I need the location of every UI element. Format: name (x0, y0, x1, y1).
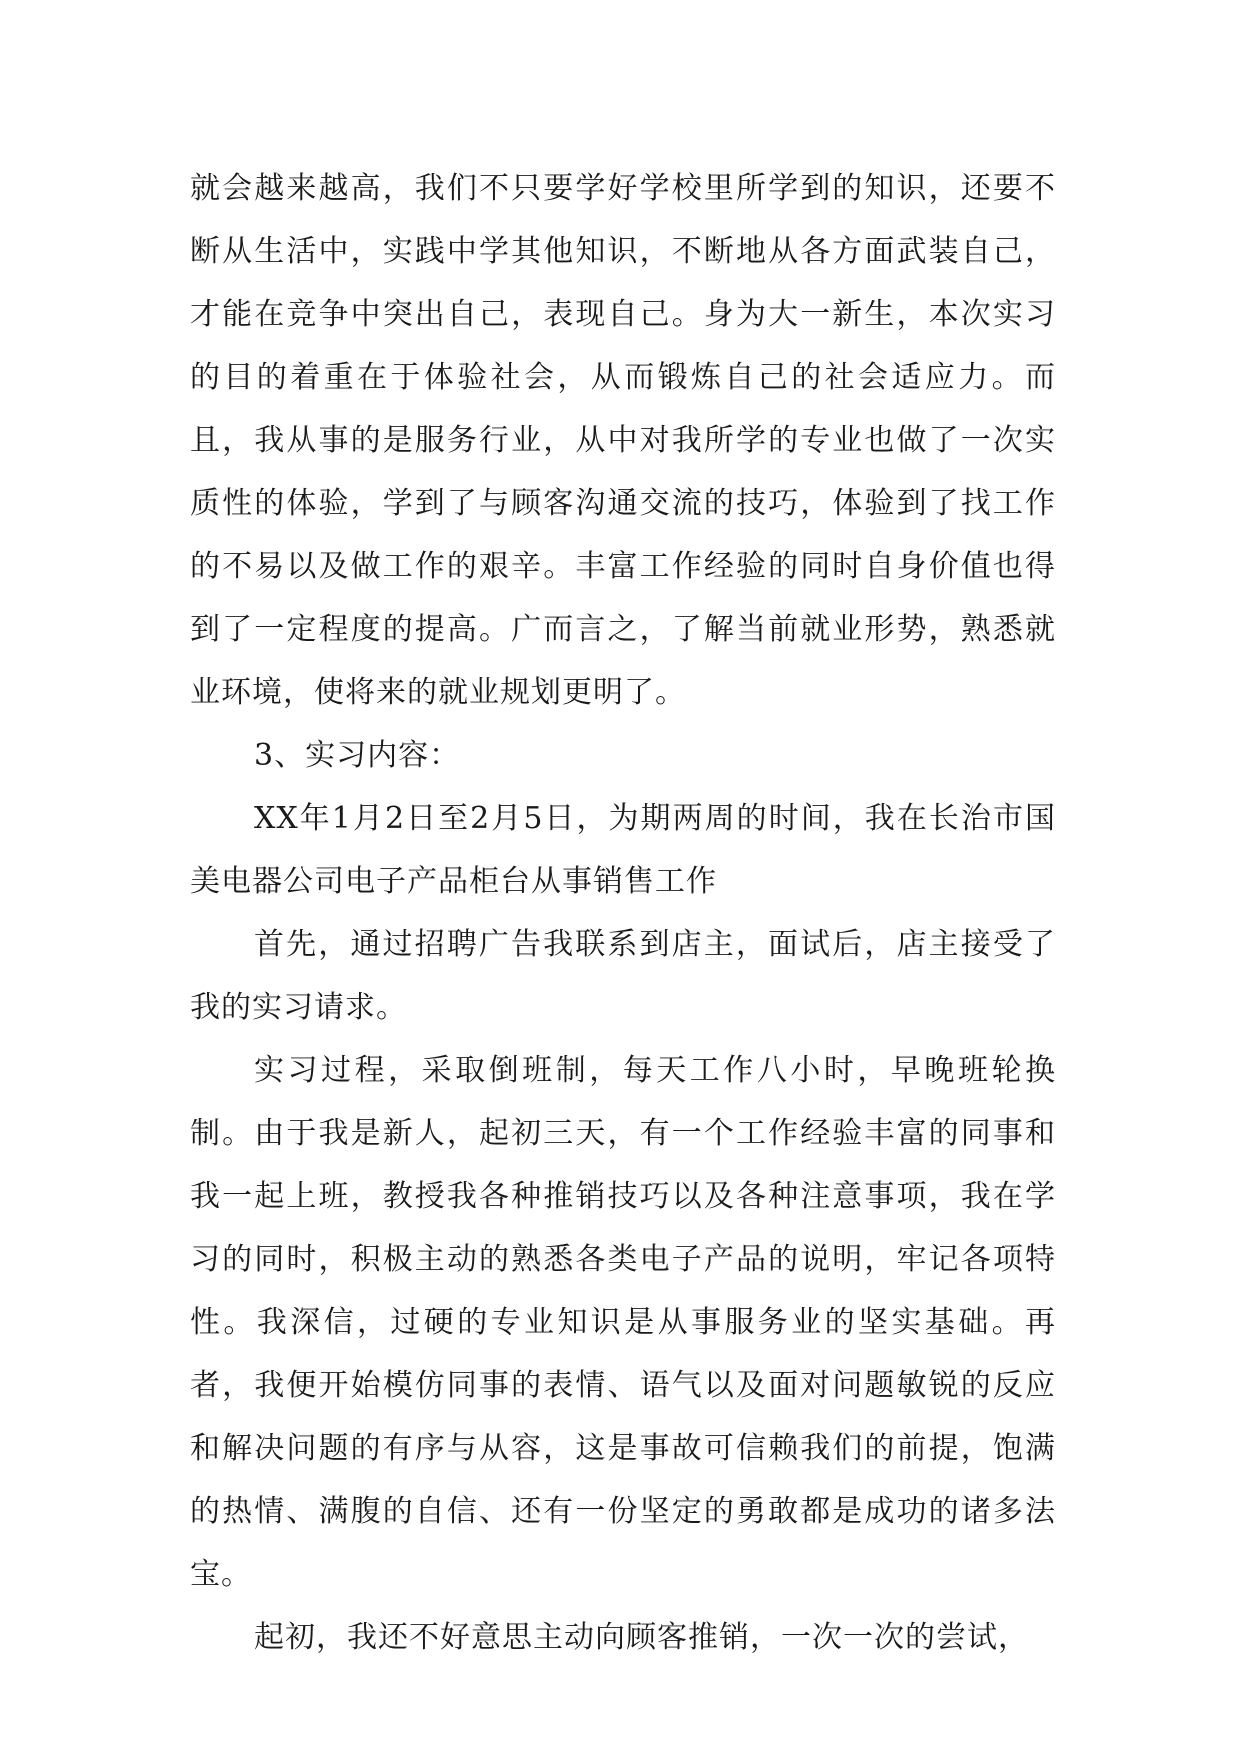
paragraph-initial-attempts: 起初，我还不好意思主动向顾客推销，一次一次的尝试， (254, 1620, 1029, 1655)
section-heading-internship-content: 3、实习内容： (254, 738, 461, 773)
paragraph-internship-process: 实习过程，采取倒班制，每天工作八小时，早晚班轮换制。由于我是新人，起初三天，有一个工作经验丰富的同事和我一起上班，教授我各种推销技巧以及各种注意事项，我在学习的同时，积极主动的熟悉各类电子产品的说明，牢记各项特性。我深信，过硬的专业知识是从事服务业的坚实基础。再者，我便开始模仿同事的表情、语气以及面对问题敏锐的反应和解决问题的有序与从容，这是事故可信赖我们的前提，饱满的热情、满腹的自信、还有一份坚定的勇敢都是成功的诸多法宝。 (190, 1053, 1056, 1592)
document-body (190, 157, 1056, 1669)
paragraph-internship-period: XX年1月2日至2月5日，为期两周的时间，我在长治市国美电器公司电子产品柜台从事销售工作 (190, 801, 1056, 899)
paragraph-first-step: 首先，通过招聘广告我联系到店主，面试后，店主接受了我的实习请求。 (190, 927, 1056, 1025)
paragraph-continuation: 就会越来越高，我们不只要学好学校里所学到的知识，还要不断从生活中，实践中学其他知识，不断地从各方面武装自己，才能在竞争中突出自己，表现自己。身为大一新生，本次实习的目的着重在于体验社会，从而锻炼自己的社会适应力。而且，我从事的是服务行业，从中对我所学的专业也做了一次实质性的体验，学到了与顾客沟通交流的技巧，体验到了找工作的不易以及做工作的艰辛。丰富工作经验的同时自身价值也得到了一定程度的提高。广而言之，了解当前就业形势，熟悉就业环境，使将来的就业规划更明了。 (190, 171, 1056, 710)
